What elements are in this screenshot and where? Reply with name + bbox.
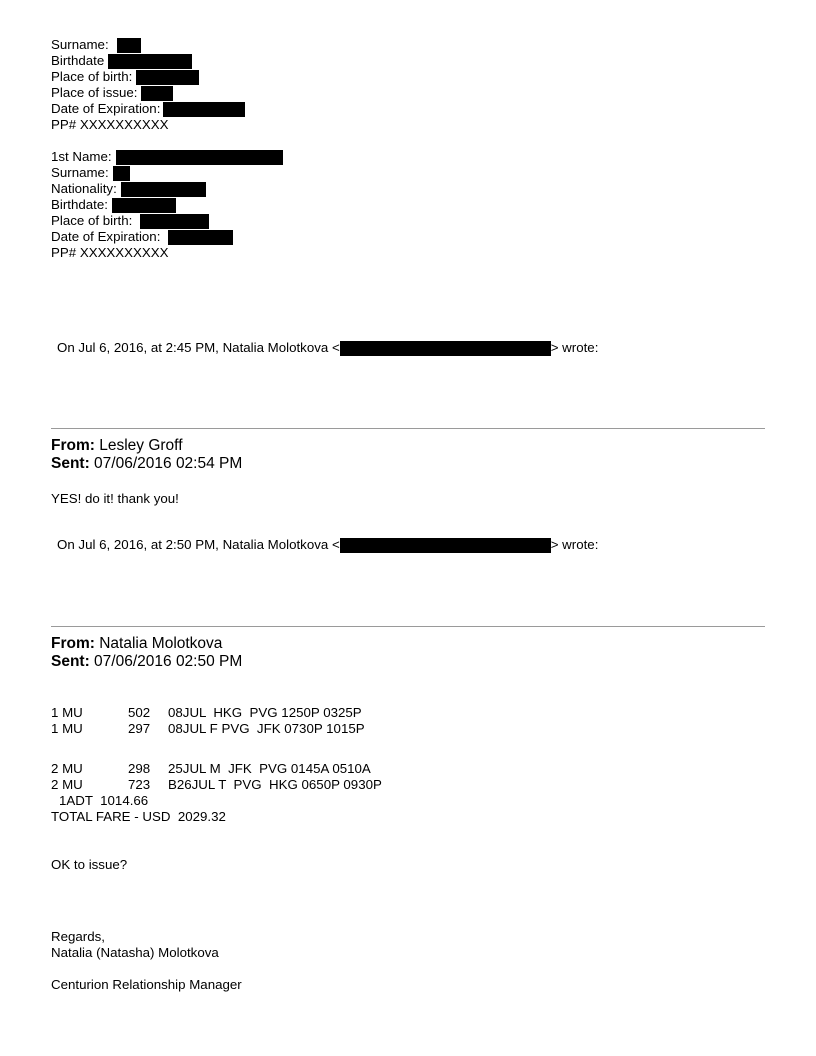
signature-name: Natalia (Natasha) Molotkova	[51, 945, 219, 960]
first-name-line	[51, 149, 283, 165]
passenger-1-block	[51, 37, 245, 133]
total-fare: TOTAL FARE - USD 2029.32	[51, 809, 226, 824]
surname-line	[51, 37, 245, 53]
first-name-label: 1st Name:	[51, 149, 112, 164]
itinerary-group-1	[51, 705, 365, 737]
expiration-line	[51, 229, 283, 245]
quote-prefix: On Jul 6, 2016, at 2:50 PM, Natalia Molotkova <	[57, 537, 340, 552]
segment-details: 08JUL F PVG JFK 0730P 1015P	[168, 721, 365, 736]
nationality-line	[51, 181, 283, 197]
redaction-bar	[121, 182, 206, 197]
sent-label: Sent:	[51, 653, 90, 670]
itinerary-row	[51, 777, 382, 793]
itinerary-row	[51, 721, 365, 737]
message-1-header	[51, 437, 242, 473]
place-of-birth-label: Place of birth:	[51, 213, 133, 228]
segment-details: 25JUL M JFK PVG 0145A 0510A	[168, 761, 371, 776]
adt-fare-line	[51, 793, 382, 809]
message-divider	[51, 428, 765, 429]
expiration-label: Date of Expiration:	[51, 101, 161, 116]
segment-details: 08JUL HKG PVG 1250P 0325P	[168, 705, 362, 720]
sent-line	[51, 455, 242, 473]
redaction-bar	[340, 341, 551, 356]
place-of-birth-label: Place of birth:	[51, 69, 133, 84]
passport-number: PP# XXXXXXXXXX	[51, 117, 169, 132]
from-value: Natalia Molotkova	[94, 635, 223, 652]
redaction-bar	[340, 538, 551, 553]
segment-number: 1 MU	[51, 721, 83, 736]
signature-block	[51, 929, 242, 993]
expiration-line	[51, 101, 245, 117]
flight-number: 298	[128, 761, 151, 776]
segment-number: 2 MU	[51, 761, 83, 776]
passenger-2-block	[51, 149, 283, 261]
issue-question: OK to issue?	[51, 857, 128, 872]
from-line	[51, 635, 242, 653]
message-2-header	[51, 635, 242, 671]
flight-number: 502	[128, 705, 151, 720]
signature-title: Centurion Relationship Manager	[51, 977, 242, 992]
redaction-bar	[116, 150, 283, 165]
from-line	[51, 437, 242, 455]
place-of-birth-line	[51, 213, 283, 229]
surname-line	[51, 165, 283, 181]
redaction-bar	[168, 230, 233, 245]
from-value: Lesley Groff	[94, 437, 183, 454]
place-of-issue-line	[51, 85, 245, 101]
surname-label: Surname:	[51, 165, 109, 180]
nationality-label: Nationality:	[51, 181, 117, 196]
surname-label: Surname:	[51, 37, 109, 52]
place-of-birth-line	[51, 69, 245, 85]
quote-header-2	[57, 537, 598, 553]
redaction-bar	[108, 54, 192, 69]
redaction-bar	[163, 102, 245, 117]
redaction-bar	[136, 70, 199, 85]
from-label: From:	[51, 437, 95, 454]
sent-label: Sent:	[51, 455, 90, 472]
itinerary-row	[51, 761, 382, 777]
flight-number: 297	[128, 721, 151, 736]
redaction-bar	[140, 214, 209, 229]
redaction-bar	[112, 198, 176, 213]
redaction-bar	[117, 38, 141, 53]
pp-line	[51, 117, 245, 133]
itinerary-group-2	[51, 761, 382, 825]
birthdate-line	[51, 53, 245, 69]
expiration-label: Date of Expiration:	[51, 229, 161, 244]
segment-number: 2 MU	[51, 777, 83, 792]
place-of-issue-label: Place of issue:	[51, 85, 138, 100]
pp-line	[51, 245, 283, 261]
quote-suffix: > wrote:	[550, 340, 599, 355]
quote-header-1	[57, 340, 598, 356]
sent-value: 07/06/2016 02:50 PM	[89, 653, 243, 670]
quote-suffix: > wrote:	[550, 537, 599, 552]
itinerary-row	[51, 705, 365, 721]
message-1-body: YES! do it! thank you!	[51, 491, 179, 506]
segment-number: 1 MU	[51, 705, 83, 720]
quote-prefix: On Jul 6, 2016, at 2:45 PM, Natalia Molotkova <	[57, 340, 340, 355]
birthdate-label: Birthdate	[51, 53, 105, 68]
passport-number: PP# XXXXXXXXXX	[51, 245, 169, 260]
redaction-bar	[141, 86, 173, 101]
from-label: From:	[51, 635, 95, 652]
message-divider	[51, 626, 765, 627]
spacer	[51, 961, 242, 977]
flight-number: 723	[128, 777, 151, 792]
sent-value: 07/06/2016 02:54 PM	[89, 455, 243, 472]
birthdate-line	[51, 197, 283, 213]
sent-line	[51, 653, 242, 671]
redaction-bar	[113, 166, 130, 181]
total-fare-line	[51, 809, 382, 825]
birthdate-label: Birthdate:	[51, 197, 108, 212]
adt-fare: 1ADT 1014.66	[59, 793, 149, 808]
segment-details: B26JUL T PVG HKG 0650P 0930P	[168, 777, 382, 792]
regards-text: Regards,	[51, 929, 105, 944]
